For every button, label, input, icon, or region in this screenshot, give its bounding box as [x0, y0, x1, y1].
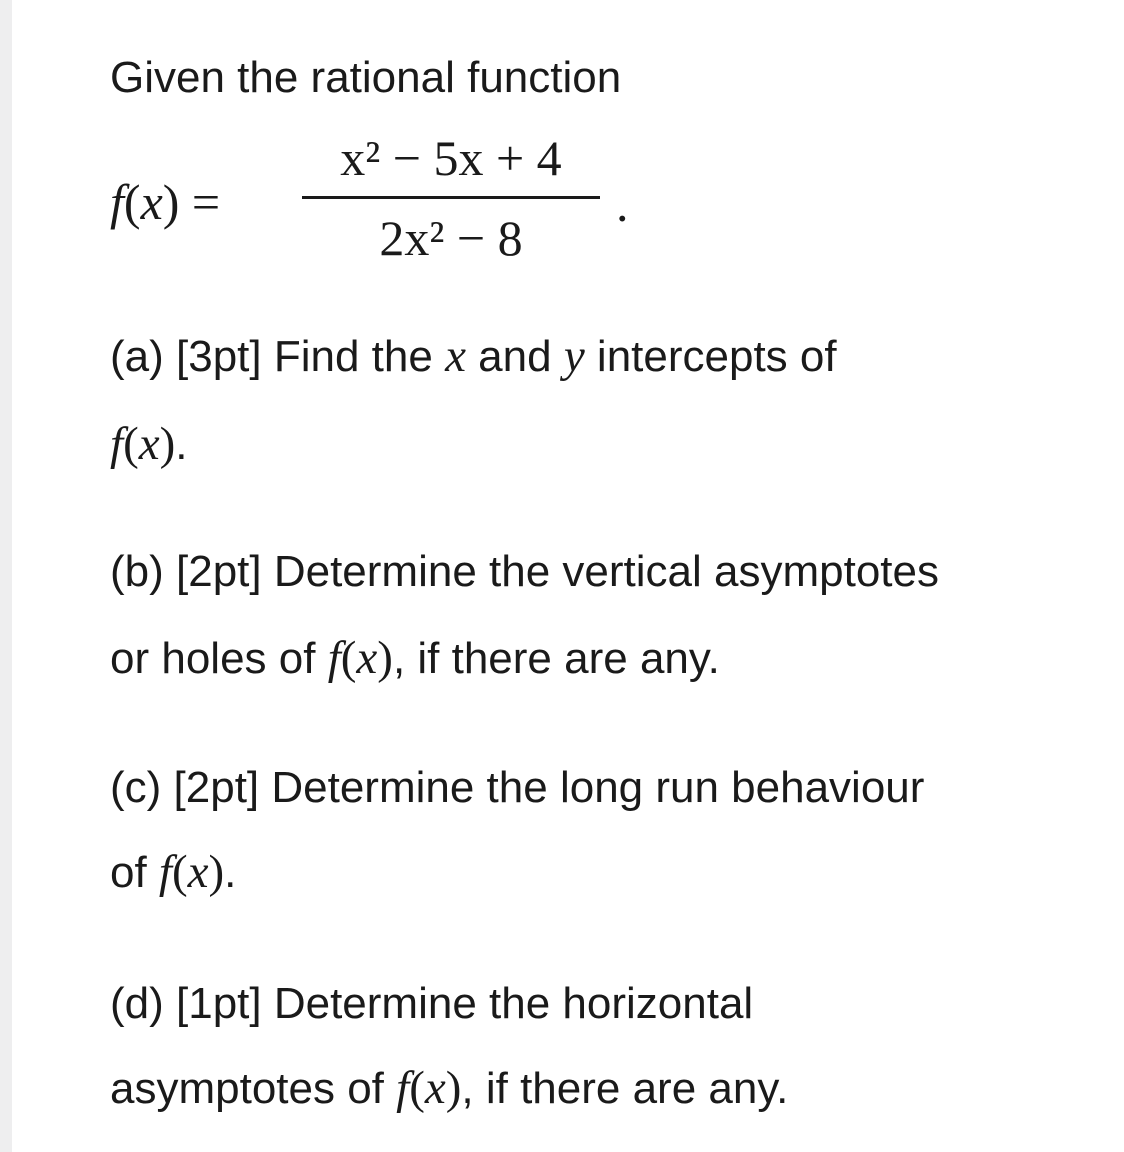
part-b-line1: (b) [2pt] Determine the vertical asymptotes — [110, 547, 939, 596]
part-a-suffix: intercepts of — [584, 332, 837, 381]
part-d-suffix: , if there are any. — [461, 1064, 789, 1113]
part-c-line1: (c) [2pt] Determine the long run behaviour — [110, 763, 925, 812]
part-c-suffix: . — [224, 848, 237, 897]
part-b-prefix: or holes of — [110, 634, 328, 683]
part-c-fx: f(x) — [158, 846, 225, 898]
equation-period: . — [616, 176, 629, 232]
part-a-var-y: y — [563, 330, 585, 382]
part-d-fx: f(x) — [396, 1062, 462, 1114]
part-d-line2 — [110, 1062, 788, 1115]
eq-x: x — [140, 174, 163, 230]
part-c-prefix: of — [110, 848, 159, 897]
eq-paren-close: ) — [162, 174, 180, 230]
part-b-suffix: , if there are any. — [392, 634, 720, 683]
fraction-bar — [302, 196, 600, 199]
part-b-fx: f(x) — [327, 632, 393, 684]
part-a-var-x: x — [445, 330, 466, 382]
part-a-line2 — [110, 418, 187, 471]
eq-paren-open: ( — [123, 174, 141, 230]
part-c-line2 — [110, 846, 236, 899]
left-edge-border — [0, 0, 12, 1152]
part-a-line1 — [110, 330, 837, 383]
part-a-mid: and — [465, 332, 564, 381]
fraction-numerator: x² − 5x + 4 — [340, 130, 562, 186]
eq-equals: = — [191, 174, 221, 230]
intro-text: Given the rational function — [110, 53, 622, 102]
eq-f: f — [110, 174, 124, 230]
part-d-prefix: asymptotes of — [110, 1064, 397, 1113]
equation-lhs — [110, 172, 220, 232]
part-a-prefix: (a) [3pt] Find the — [110, 332, 446, 381]
part-d-line1: (d) [1pt] Determine the horizontal — [110, 979, 754, 1028]
part-b-line2 — [110, 632, 720, 685]
part-a-line2-suffix: . — [175, 420, 188, 469]
fraction-denominator: 2x² − 8 — [379, 210, 523, 266]
part-a-fx: f(x) — [110, 418, 176, 470]
